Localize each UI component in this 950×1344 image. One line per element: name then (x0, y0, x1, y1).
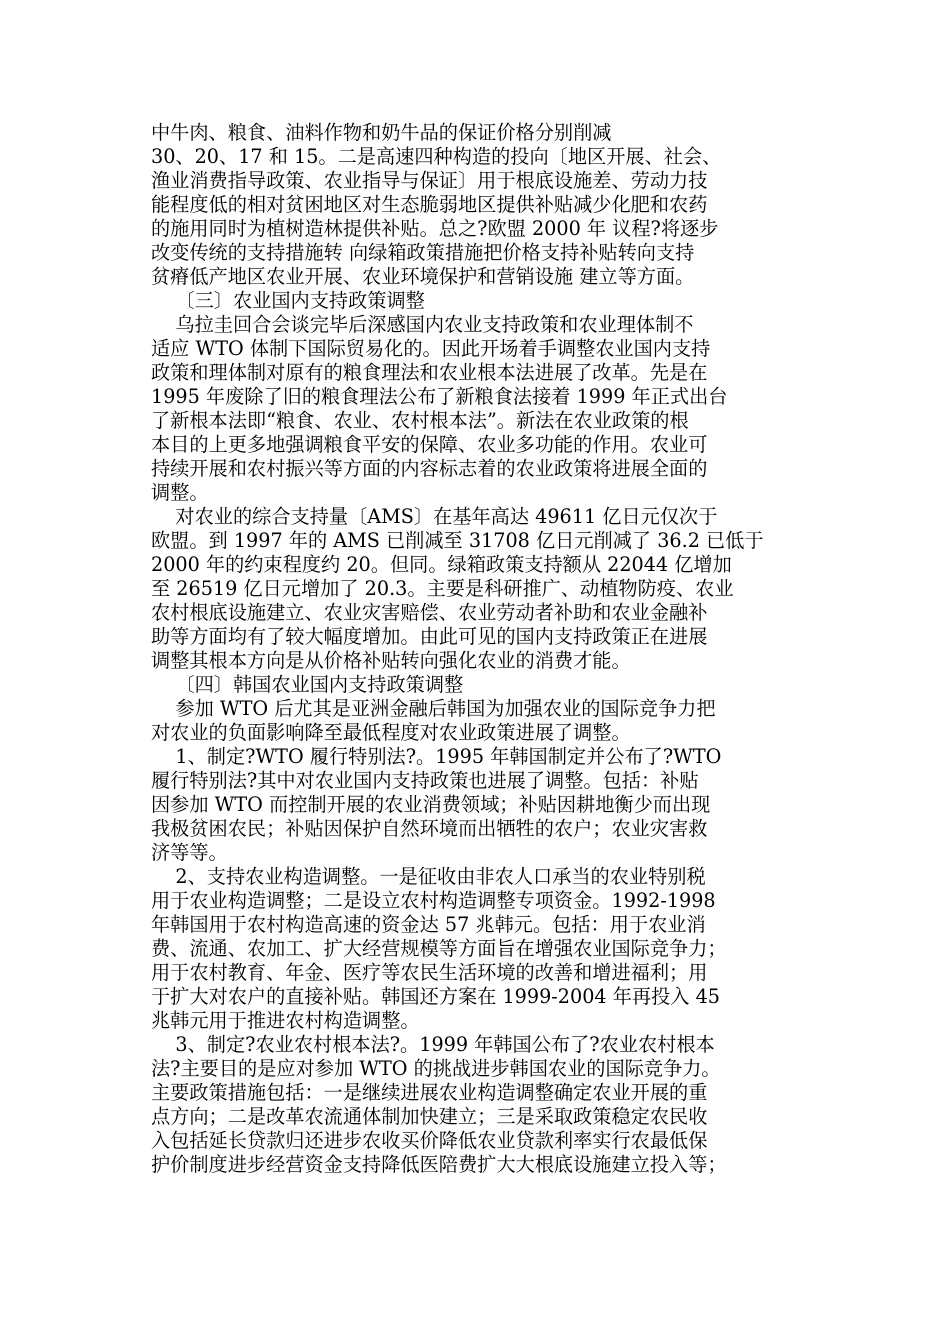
text-line: 2000 年的约束程度约 20。但同。绿箱政策支持额从 22044 亿增加 (151, 553, 732, 576)
text-line: 乌拉圭回合会谈完毕后深感国内农业支持政策和农业理体制不 (151, 313, 694, 336)
text-line: 的施用同时为植树造林提供补贴。总之?欧盟 2000 年 议程?将逐步 (151, 217, 719, 240)
text-line: 1、制定?WTO 履行特别法?。1995 年韩国制定并公布了?WTO (151, 745, 722, 768)
text-line: 至 26519 亿日元增加了 20.3。主要是科研推广、动植物防疫、农业 (151, 577, 734, 600)
text-line: 参加 WTO 后尤其是亚洲金融后韩国为加强农业的国际竞争力把 (151, 697, 716, 720)
text-line: 对农业的综合支持量〔AMS〕在基年高达 49611 亿日元仅次于 (151, 505, 718, 528)
text-line: 政策和理体制对原有的粮食理法和农业根本法进展了改革。先是在 (151, 361, 708, 384)
text-line: 主要政策措施包括：一是继续进展农业构造调整确定农业开展的重 (151, 1081, 708, 1104)
text-line: 入包括延长贷款归还进步农收买价降低农业贷款利率实行农最低保 (151, 1129, 708, 1152)
text-line: 兆韩元用于推进农村构造调整。 (151, 1009, 420, 1032)
text-line: 济等等。 (151, 841, 228, 864)
text-line: 1995 年废除了旧的粮食理法公布了新粮食法接着 1999 年正式出台 (151, 385, 728, 408)
text-line: 调整。 (151, 481, 209, 504)
text-line: 2、支持农业构造调整。一是征收由非农人口承当的农业特别税 (151, 865, 706, 888)
section-heading-3: 〔三〕农业国内支持政策调整 (151, 289, 425, 312)
text-line: 于扩大对农户的直接补贴。韩国还方案在 1999-2004 年再投入 45 (151, 985, 720, 1008)
text-line: 适应 WTO 体制下国际贸易化的。因此开场着手调整农业国内支持 (151, 337, 711, 360)
section-heading-4: 〔四〕韩国农业国内支持政策调整 (151, 673, 464, 696)
text-line: 了新根本法即“粮食、农业、农村根本法”。新法在农业政策的根 (151, 409, 689, 432)
text-line: 调整其根本方向是从价格补贴转向强化农业的消费才能。 (151, 649, 631, 672)
text-line: 法?主要目的是应对参加 WTO 的挑战进步韩国农业的国际竞争力。 (151, 1057, 721, 1080)
text-line: 贫瘠低产地区农业开展、农业环境保护和营销设施 建立等方面。 (151, 265, 695, 288)
text-line: 30、20、17 和 15。二是高速四种构造的投向〔地区开展、社会、 (151, 145, 722, 168)
text-line: 点方向；二是改革农流通体制加快建立；三是采取政策稳定农民收 (151, 1105, 708, 1128)
text-line: 护价制度进步经营资金支持降低医陪费扩大大根底设施建立投入等； (151, 1153, 727, 1176)
text-line: 对农业的负面影响降至最低程度对农业政策进展了调整。 (151, 721, 631, 744)
text-line: 改变传统的支持措施转 向绿箱政策措施把价格支持补贴转向支持 (151, 241, 695, 264)
text-line: 本目的上更多地强调粮食平安的保障、农业多功能的作用。农业可 (151, 433, 708, 456)
text-line: 农村根底设施建立、农业灾害赔偿、农业劳动者补助和农业金融补 (151, 601, 708, 624)
text-line: 持续开展和农村振兴等方面的内容标志着的农业政策将进展全面的 (151, 457, 708, 480)
document-body (151, 121, 851, 1177)
text-line: 年韩国用于农村构造高速的资金达 57 兆韩元。包括：用于农业消 (151, 913, 706, 936)
text-line: 渔业消费指导政策、农业指导与保证〕用于根底设施差、劳动力技 (151, 169, 708, 192)
text-line: 因参加 WTO 而控制开展的农业消费领域；补贴因耕地衡少而出现 (151, 793, 711, 816)
text-line: 助等方面均有了较大幅度增加。由此可见的国内支持政策正在进展 (151, 625, 708, 648)
text-line: 能程度低的相对贫困地区对生态脆弱地区提供补贴减少化肥和农药 (151, 193, 708, 216)
text-line: 我极贫困农民；补贴因保护自然环境而出牺牲的农户；农业灾害救 (151, 817, 708, 840)
text-line: 履行特别法?其中对农业国内支持政策也进展了调整。包括：补贴 (151, 769, 699, 792)
text-line: 用于农业构造调整；二是设立农村构造调整专项资金。1992-1998 (151, 889, 716, 912)
text-line: 3、制定?农业农村根本法?。1999 年韩国公布了?农业农村根本 (151, 1033, 715, 1056)
text-line: 费、流通、农加工、扩大经营规模等方面旨在增强农业国际竞争力； (151, 937, 727, 960)
text-line: 中牛肉、粮食、油料作物和奶牛品的保证价格分别削减 (151, 121, 612, 144)
text-line: 欧盟。到 1997 年的 AMS 已削减至 31708 亿日元削减了 36.2 已低于 (151, 529, 764, 552)
text-line: 用于农村教育、年金、医疗等农民生活环境的改善和增进福利；用 (151, 961, 708, 984)
